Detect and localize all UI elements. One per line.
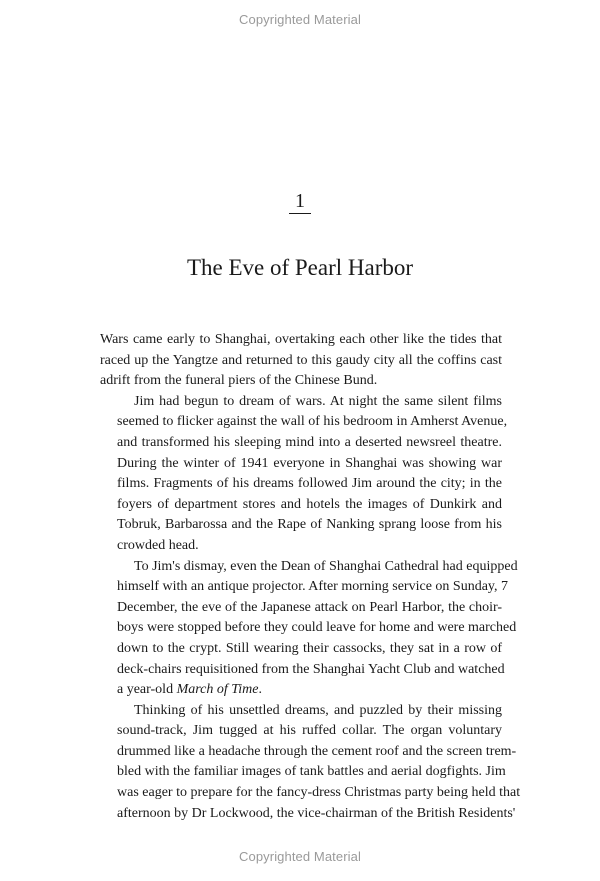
paragraph: [100, 557, 518, 701]
text-line: Thinking of his unsettled dreams, and puzzled by their missing: [134, 702, 502, 718]
text-line: December, the eve of the Japanese attack on Pearl Harbor, the choir-: [117, 599, 502, 615]
text-line: drummed like a headache through the cement roof and the screen trem-: [117, 743, 517, 759]
text-fragment: .: [258, 682, 262, 698]
text-line: adrift from the funeral piers of the Chinese Bund.: [100, 373, 378, 389]
text-line: himself with an antique projector. After morning service on Sunday, 7: [117, 579, 509, 595]
paragraph: [100, 392, 508, 557]
text-line: was eager to prepare for the fancy-dress Christmas party being held that: [117, 785, 521, 801]
text-line: deck-chairs requisitioned from the Shanghai Yacht Club and watched: [117, 661, 505, 677]
copyright-watermark-bottom: Copyrighted Material: [239, 849, 361, 864]
text-line: boys were stopped before they could leave for home and were marched: [117, 620, 517, 636]
paragraph: [100, 330, 502, 392]
text-fragment: a year-old: [117, 682, 177, 698]
text-line: raced up the Yangtze and returned to this gaudy city all the coffins cast: [100, 352, 502, 368]
body-text: [100, 330, 521, 824]
text-line: crowded head.: [117, 537, 199, 553]
text-line: Wars came early to Shanghai, overtaking each other like the tides that: [100, 332, 502, 347]
text-line: afternoon by Dr Lockwood, the vice-chairman of the British Residents': [117, 805, 516, 821]
text-line: To Jim's dismay, even the Dean of Shanghai Cathedral had equipped: [134, 558, 518, 574]
text-line: sound-track, Jim tugged at his ruffed collar. The organ voluntary: [117, 723, 502, 739]
text-line: Jim had begun to dream of wars. At night the same silent films: [134, 393, 502, 409]
text-line: [100, 680, 502, 701]
text-line: and transformed his sleeping mind into a deserted newsreel theatre.: [117, 434, 502, 450]
text-line: foyers of department stores and hotels the images of Dunkirk and: [117, 496, 502, 512]
text-line: down to the crypt. Still wearing their cassocks, they sat in a row of: [117, 640, 502, 656]
italic-title: March of Time: [176, 682, 259, 698]
paragraph: [100, 701, 521, 825]
text-line: films. Fragments of his dreams followed Jim around the city; in the: [117, 476, 502, 492]
chapter-number: [0, 190, 600, 214]
copyright-watermark-top: Copyrighted Material: [239, 12, 361, 27]
chapter-number-label: 1: [289, 190, 311, 214]
text-line: seemed to flicker against the wall of his bedroom in Amherst Avenue,: [117, 414, 508, 430]
chapter-title: The Eve of Pearl Harbor: [186, 255, 414, 280]
text-line: bled with the familiar images of tank battles and aerial dogfights. Jim: [117, 764, 506, 780]
text-line: Tobruk, Barbarossa and the Rape of Nanking sprang loose from his: [117, 517, 502, 533]
text-line: During the winter of 1941 everyone in Shanghai was showing war: [117, 455, 502, 471]
